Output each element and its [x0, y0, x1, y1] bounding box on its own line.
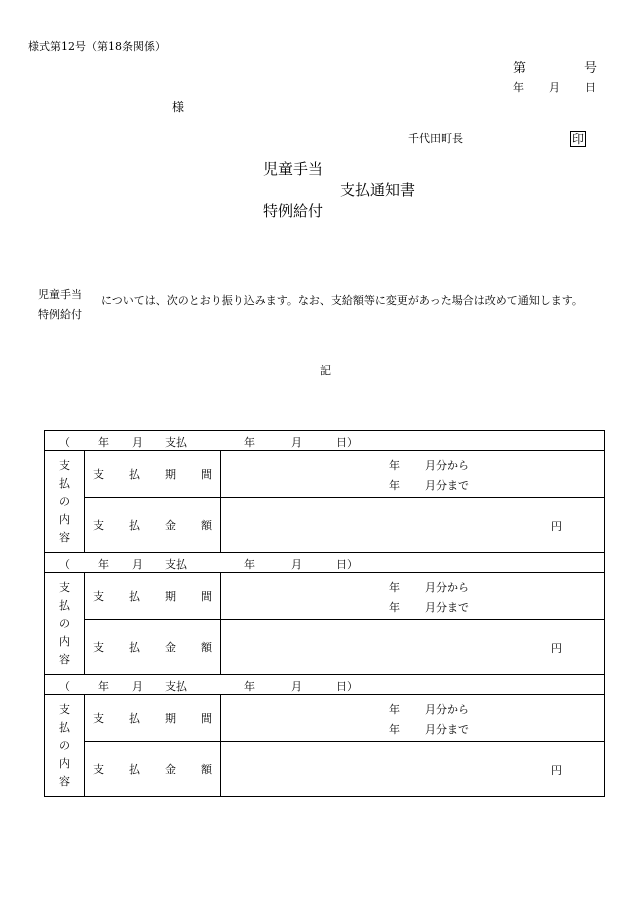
form-number: 様式第12号（第18条関係） [28, 40, 166, 53]
period-label: 支 払 期 間 [85, 451, 221, 498]
side-label: 支 払 の 内 容 [45, 695, 85, 797]
number-prefix: 第 [513, 61, 527, 76]
header-open-paren: （ [59, 436, 70, 449]
header-month2: 月 [291, 436, 302, 449]
header-payment: 支払 [165, 436, 187, 449]
header-day-close: 日） [336, 436, 358, 449]
payment-period-row [45, 695, 605, 742]
payment-header-row [45, 431, 605, 451]
payment-header-row: （ 年 月 支払 年 月 日） [45, 675, 605, 695]
number-suffix: 号 [584, 61, 598, 76]
period-value: 年 月分から 年 月分まで [221, 695, 605, 742]
amount-label: 支 払 金 額 [85, 498, 221, 553]
seal-mark [570, 128, 586, 147]
payment-period-row [45, 451, 605, 498]
yen-unit: 円 [551, 520, 562, 533]
body-kind-special-benefit: 特例給付 [38, 308, 82, 321]
period-label: 支 払 期 間 [85, 695, 221, 742]
payment-period-row [45, 573, 605, 620]
yen-unit: 円 [551, 764, 562, 777]
date-year: 年 [513, 81, 524, 94]
header-year: 年 [98, 436, 109, 449]
period-value: 年 月分から 年 月分まで [221, 451, 605, 498]
payment-header-row: （ 年 月 支払 年 月 日） [45, 553, 605, 573]
header-month: 月 [132, 436, 143, 449]
body-text: については、次のとおり振り込みます。なお、支給額等に変更があった場合は改めて通知します。 [101, 294, 583, 307]
date-day: 日 [585, 81, 596, 94]
amount-label: 支 払 金 額 [85, 742, 221, 797]
addressee-suffix: 様 [172, 100, 185, 114]
period-value: 年 月分から 年 月分まで [221, 573, 605, 620]
ki-note-mark: 記 [320, 364, 331, 377]
payment-amount-row [45, 620, 605, 675]
period-label: 支 払 期 間 [85, 573, 221, 620]
seal-text: 印 [572, 132, 585, 146]
amount-value [221, 498, 605, 553]
issuer-name: 千代田町長 [408, 132, 463, 145]
title-special-benefit: 特例給付 [263, 202, 324, 220]
amount-value [221, 742, 605, 797]
payment-amount-row [45, 742, 605, 797]
title-payment-notice: 支払通知書 [340, 181, 416, 199]
payment-amount-row [45, 498, 605, 553]
title-child-allowance: 児童手当 [263, 160, 324, 178]
amount-label: 支 払 金 額 [85, 620, 221, 675]
body-kind-child-allowance: 児童手当 [38, 288, 82, 301]
header-year2: 年 [244, 436, 255, 449]
side-label: 支 払 の 内 容 [45, 451, 85, 553]
payment-table [44, 430, 605, 797]
date-month: 月 [549, 81, 560, 94]
yen-unit: 円 [551, 642, 562, 655]
amount-value [221, 620, 605, 675]
side-label: 支 払 の 内 容 [45, 573, 85, 675]
